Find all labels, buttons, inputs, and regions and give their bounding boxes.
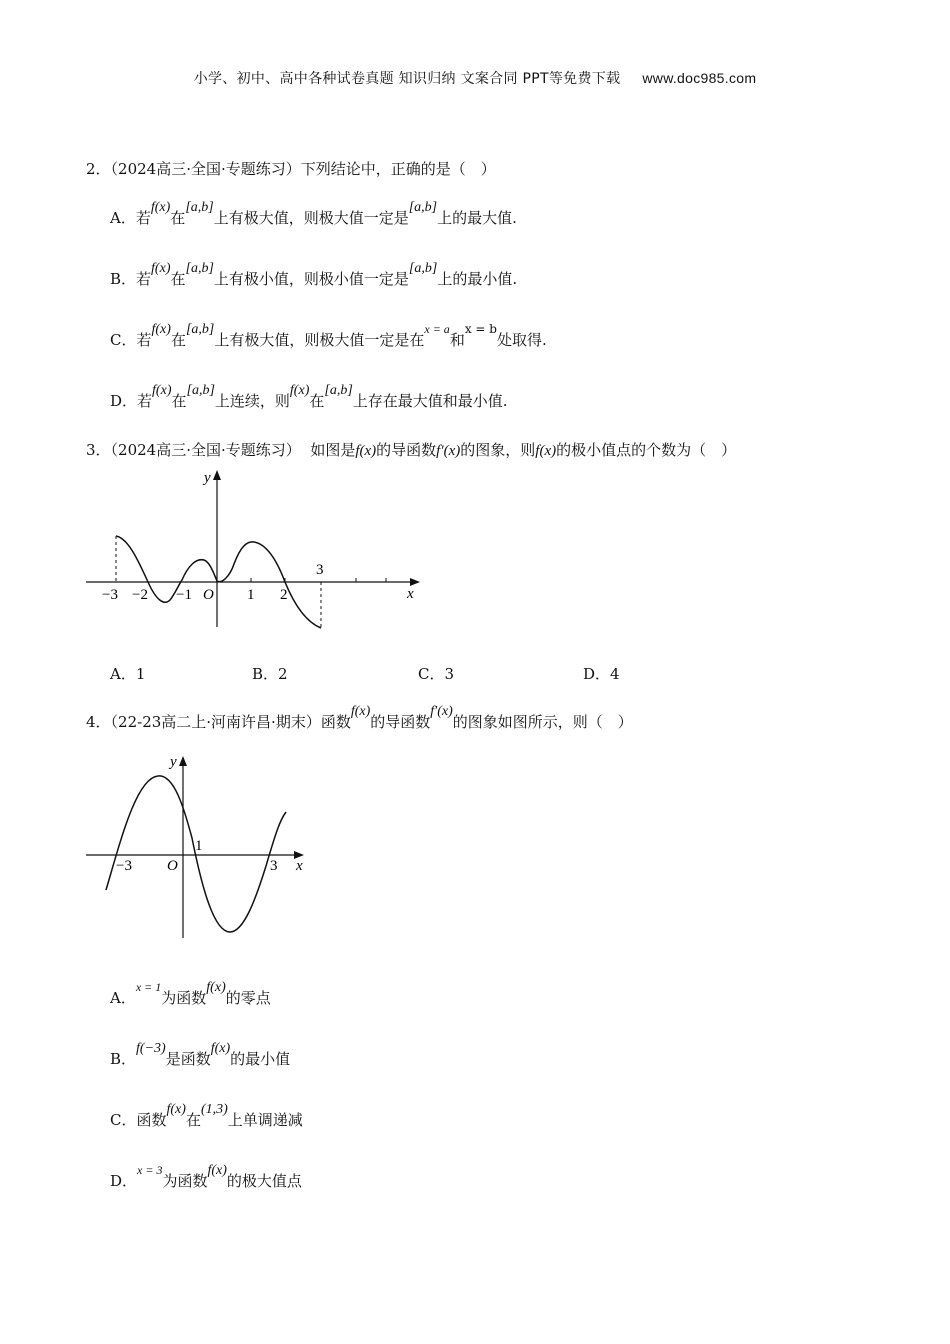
q3-y-label: y (204, 470, 211, 486)
q3-choice-c[interactable]: C．3 (418, 665, 455, 683)
q4-y-label: y (170, 754, 177, 770)
question-3: 3．（2024高三·全国·专题练习） 如图是f(x)的导函数f′(x)的图象，则f(x)的极小值点的个数为（ ） (86, 441, 737, 459)
header-site: www.doc985.com (642, 70, 757, 86)
q2-option-a[interactable]: A．若f(x)在[a,b]上有极大值，则极大值一定是[a,b]上的最大值. (110, 200, 517, 227)
q4-option-a[interactable]: A．$^{x = 1}$为函数f(x)的零点 (110, 980, 271, 1007)
q3-y-arrow (213, 470, 221, 480)
q4-option-b[interactable]: B．f(−3)是函数f(x)的最小值 (110, 1041, 291, 1068)
q2-option-b[interactable]: B．若f(x)在[a,b]上有极小值，则极小值一定是[a,b]上的最小值. (110, 261, 518, 288)
q4-y-arrow (179, 756, 187, 766)
q4-graph (80, 748, 320, 943)
q4-tick-3: 3 (270, 858, 278, 874)
q4-option-c[interactable]: C．函数f(x)在(1,3)上单调递减 (110, 1102, 303, 1129)
question-4: 4．（22-23高二上·河南许昌·期末）函数f(x)的导函数f′(x)的图象如图所示，则（ ） (86, 704, 633, 731)
q3-choice-b[interactable]: B．2 (252, 665, 288, 683)
q4-x-label: x (296, 858, 303, 874)
q3-tick-1: 1 (247, 587, 255, 603)
page-header (0, 68, 950, 88)
q2-option-d[interactable]: D．若f(x)在[a,b]上连续，则f(x)在[a,b]上存在最大值和最小值. (110, 383, 508, 410)
q3-tick-neg1: −1 (176, 587, 192, 603)
q4-tick-neg3: −3 (116, 858, 132, 874)
q2-stem: 下列结论中，正确的是（ ） (300, 160, 496, 178)
q3-tick-neg2: −2 (132, 587, 148, 603)
q4-option-d[interactable]: D．$^{x = 3}$为函数f(x)的极大值点 (110, 1163, 302, 1190)
header-text: 小学、初中、高中各种试卷真题 知识归纳 文案合同 PPT等免费下载 (193, 71, 621, 87)
q2-source: （2024高三·全国·专题练习） (110, 160, 301, 178)
q3-tick-3: 3 (316, 562, 324, 578)
q4-origin-label: O (167, 858, 178, 874)
q3-x-label: x (407, 586, 414, 602)
q3-choice-d[interactable]: D．4 (583, 665, 620, 683)
q3-tick-neg3: −3 (102, 587, 118, 603)
q4-tick-1: 1 (195, 838, 203, 854)
q3-tick-2: 2 (280, 587, 288, 603)
q2-number: 2． (86, 160, 111, 178)
q3-choice-a[interactable]: A．1 (110, 665, 146, 683)
q3-x-arrow (410, 578, 420, 586)
q3-origin-label: O (203, 587, 214, 603)
q3-graph (80, 462, 430, 637)
question-2 (86, 158, 496, 179)
q2-option-c[interactable]: C．若f(x)在[a,b]上有极大值，则极大值一定是在$^{x = a}$和$^{x = b}$处取得. (110, 322, 547, 349)
